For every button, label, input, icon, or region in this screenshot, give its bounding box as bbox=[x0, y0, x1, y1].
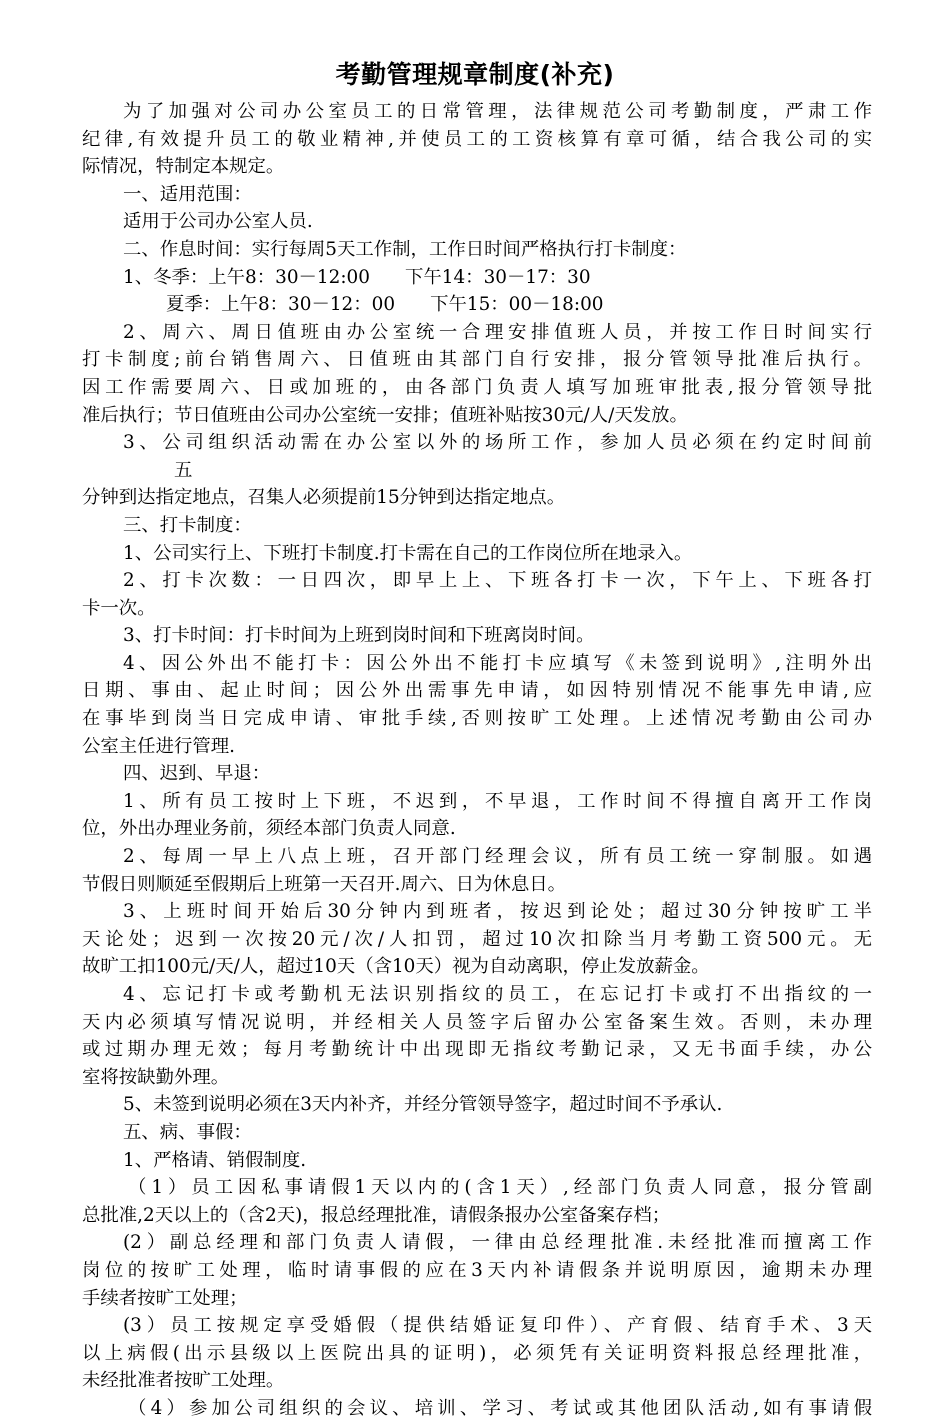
paragraph-line: 岗位的按旷工处理，临时请事假的应在3天内补请假条并说明原因，逾期未办理 bbox=[82, 1259, 872, 1281]
paragraph-line: 3、打卡时间：打卡时间为上班到岗时间和下班离岗时间。 bbox=[123, 625, 595, 647]
paragraph-line: 夏季：上午8：30－12：00 下午15：00－18:00 bbox=[166, 294, 604, 316]
paragraph-line: 打卡制度;前台销售周六、日值班由其部门自行安排，报分管领导批准后执行。 bbox=[82, 349, 872, 371]
paragraph-line: 1、公司实行上、下班打卡制度.打卡需在自己的工作岗位所在地录入。 bbox=[123, 542, 693, 564]
paragraph-line: 五 bbox=[174, 459, 193, 481]
paragraph-line: 1、严格请、销假制度. bbox=[123, 1149, 307, 1171]
paragraph-line: 3、上班时间开始后30分钟内到班者，按迟到论处；超过30分钟按旷工半 bbox=[123, 901, 872, 923]
paragraph-line: (2）副总经理和部门负责人请假，一律由总经理批准.未经批准而擅离工作 bbox=[123, 1232, 872, 1254]
paragraph-line: （1）员工因私事请假1天以内的(含1天）,经部门负责人同意，报分管副 bbox=[128, 1177, 872, 1199]
section-heading: 三、打卡制度： bbox=[123, 514, 252, 536]
document-body bbox=[82, 98, 872, 1423]
paragraph-line: 为了加强对公司办公室员工的日常管理，法律规范公司考勤制度，严肃工作 bbox=[123, 101, 872, 122]
paragraph-line: 纪律,有效提升员工的敬业精神,并使员工的工资核算有章可循，结合我公司的实 bbox=[82, 128, 872, 150]
section-heading: 五、病、事假： bbox=[123, 1121, 252, 1143]
paragraph-line: 因工作需要周六、日或加班的，由各部门负责人填写加班审批表,报分管领导批 bbox=[82, 376, 872, 398]
paragraph-line: 准后执行；节日值班由公司办公室统一安排；值班补贴按30元/人/天发放。 bbox=[82, 404, 688, 426]
paragraph-line: (3）员工按规定享受婚假（提供结婚证复印件）、产育假、结育手术、3天 bbox=[123, 1315, 872, 1337]
paragraph-line: 4、忘记打卡或考勤机无法识别指纹的员工，在忘记打卡或打不出指纹的一 bbox=[123, 984, 872, 1005]
document-title: 考勤管理规章制度(补充) bbox=[335, 60, 615, 89]
paragraph-line: 以上病假(出示县级以上医院出具的证明)，必须凭有关证明资料报总经理批准， bbox=[82, 1342, 872, 1364]
paragraph-line: （4）参加公司组织的会议、培训、学习、考试或其他团队活动,如有事请假 bbox=[128, 1397, 872, 1419]
paragraph-line: 卡一次。 bbox=[82, 597, 156, 619]
paragraph-line: 日期、事由、起止时间；因公外出需事先申请，如因特别情况不能事先申请,应 bbox=[82, 680, 872, 702]
section-heading: 二、作息时间：实行每周5天工作制，工作日时间严格执行打卡制度： bbox=[123, 238, 687, 260]
paragraph-line: 5、未签到说明必须在3天内补齐，并经分管领导签字，超过时间不予承认. bbox=[123, 1094, 723, 1116]
paragraph-line: 公室主任进行管理. bbox=[82, 735, 235, 757]
paragraph-line: 位，外出办理业务前，须经本部门负责人同意. bbox=[82, 818, 456, 840]
paragraph-line: 故旷工扣100元/天/人，超过10天（含10天）视为自动离职，停止发放薪金。 bbox=[82, 956, 710, 978]
paragraph-line: 未经批准者按旷工处理。 bbox=[82, 1370, 285, 1392]
paragraph-line: 总批准,2天以上的（含2天)，报总经理批准，请假条报办公室备案存档； bbox=[82, 1204, 671, 1226]
section-heading: 四、迟到、早退： bbox=[123, 763, 271, 785]
paragraph-line: 1、冬季：上午8：30－12:00 下午14：30－17：30 bbox=[123, 266, 591, 288]
paragraph-line: 手续者按旷工处理； bbox=[82, 1287, 248, 1309]
paragraph-line: 3、公司组织活动需在办公室以外的场所工作，参加人员必须在约定时间前 bbox=[123, 432, 872, 454]
paragraph-line: 或过期办理无效；每月考勤统计中出现即无指纹考勤记录，又无书面手续，办公 bbox=[82, 1039, 872, 1061]
paragraph-line: 室将按缺勤外理。 bbox=[82, 1066, 230, 1088]
paragraph-line: 际情况，特制定本规定。 bbox=[82, 156, 285, 178]
paragraph-line: 2、周六、周日值班由办公室统一合理安排值班人员，并按工作日时间实行 bbox=[123, 321, 872, 343]
paragraph-line: 节假日则顺延至假期后上班第一天召开.周六、日为休息日。 bbox=[82, 873, 567, 895]
paragraph-line: 4、因公外出不能打卡：因公外出不能打卡应填写《未签到说明》,注明外出 bbox=[123, 652, 872, 674]
paragraph-line: 2、打卡次数：一日四次，即早上上、下班各打卡一次，下午上、下班各打 bbox=[123, 570, 872, 592]
paragraph-line: 在事毕到岗当日完成申请、审批手续,否则按旷工处理。上述情况考勤由公司办 bbox=[82, 708, 872, 730]
paragraph-line: 分钟到达指定地点，召集人必须提前15分钟到达指定地点。 bbox=[82, 487, 566, 509]
paragraph-line: 2、每周一早上八点上班，召开部门经理会议，所有员工统一穿制服。如遇 bbox=[123, 846, 872, 868]
section-heading: 一、适用范围： bbox=[123, 183, 252, 205]
paragraph-line: 天论处；迟到一次按20元/次/人扣罚，超过10次扣除当月考勤工资500元。无 bbox=[82, 928, 872, 950]
paragraph-line: 天内必须填写情况说明，并经相关人员签字后留办公室备案生效。否则，未办理 bbox=[82, 1011, 872, 1033]
paragraph-line: 1、所有员工按时上下班，不迟到，不早退，工作时间不得擅自离开工作岗 bbox=[123, 790, 872, 812]
paragraph-line: 适用于公司办公室人员. bbox=[123, 211, 313, 233]
